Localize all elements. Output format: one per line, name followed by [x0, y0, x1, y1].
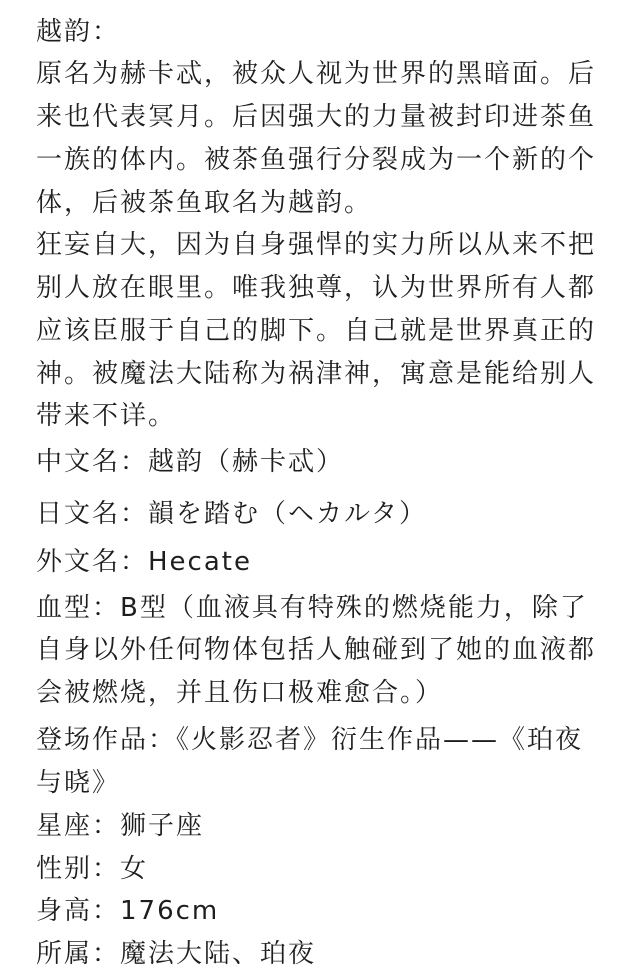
height-line: 身高：176cm	[36, 896, 220, 926]
text-line: 与晓》	[36, 768, 121, 798]
text-line: 自身以外任何物体包括人触碰到了她的血液都	[36, 635, 597, 665]
text-line: 体，后被茶鱼取名为越韵。	[36, 188, 373, 218]
foreign-name-line: 外文名：Hecate	[36, 547, 252, 577]
japanese-name-line: 日文名：韻を踏む（ヘカルタ）	[36, 499, 427, 529]
zodiac-line: 星座：狮子座	[36, 811, 205, 841]
gender-line: 性别：女	[36, 854, 149, 884]
text-line: 带来不详。	[36, 401, 177, 431]
text-line: 一族的体内。被茶鱼强行分裂成为一个新的个	[36, 145, 597, 175]
appearance-line: 登场作品：《火影忍者》衍生作品——《珀夜	[36, 725, 584, 755]
blood-type-line: 血型：B型（血液具有特殊的燃烧能力，除了	[36, 593, 588, 623]
text-line: 来也代表冥月。后因强大的力量被封印进茶鱼	[36, 102, 597, 132]
text-line: 原名为赫卡忒，被众人视为世界的黑暗面。后	[36, 59, 597, 89]
text-line: 狂妄自大，因为自身强悍的实力所以从来不把	[36, 230, 597, 260]
chinese-name-line: 中文名：越韵（赫卡忒）	[36, 447, 345, 477]
text-line: 会被燃烧，并且伤口极难愈合。）	[36, 678, 444, 708]
text-line: 别人放在眼里。唯我独尊，认为世界所有人都	[36, 273, 597, 303]
text-line-heading: 越韵：	[36, 17, 121, 47]
text-line: 应该臣服于自己的脚下。自己就是世界真正的	[36, 316, 597, 346]
text-line: 神。被魔法大陆称为祸津神，寓意是能给别人	[36, 359, 597, 389]
affiliation-line: 所属：魔法大陆、珀夜	[36, 939, 317, 969]
